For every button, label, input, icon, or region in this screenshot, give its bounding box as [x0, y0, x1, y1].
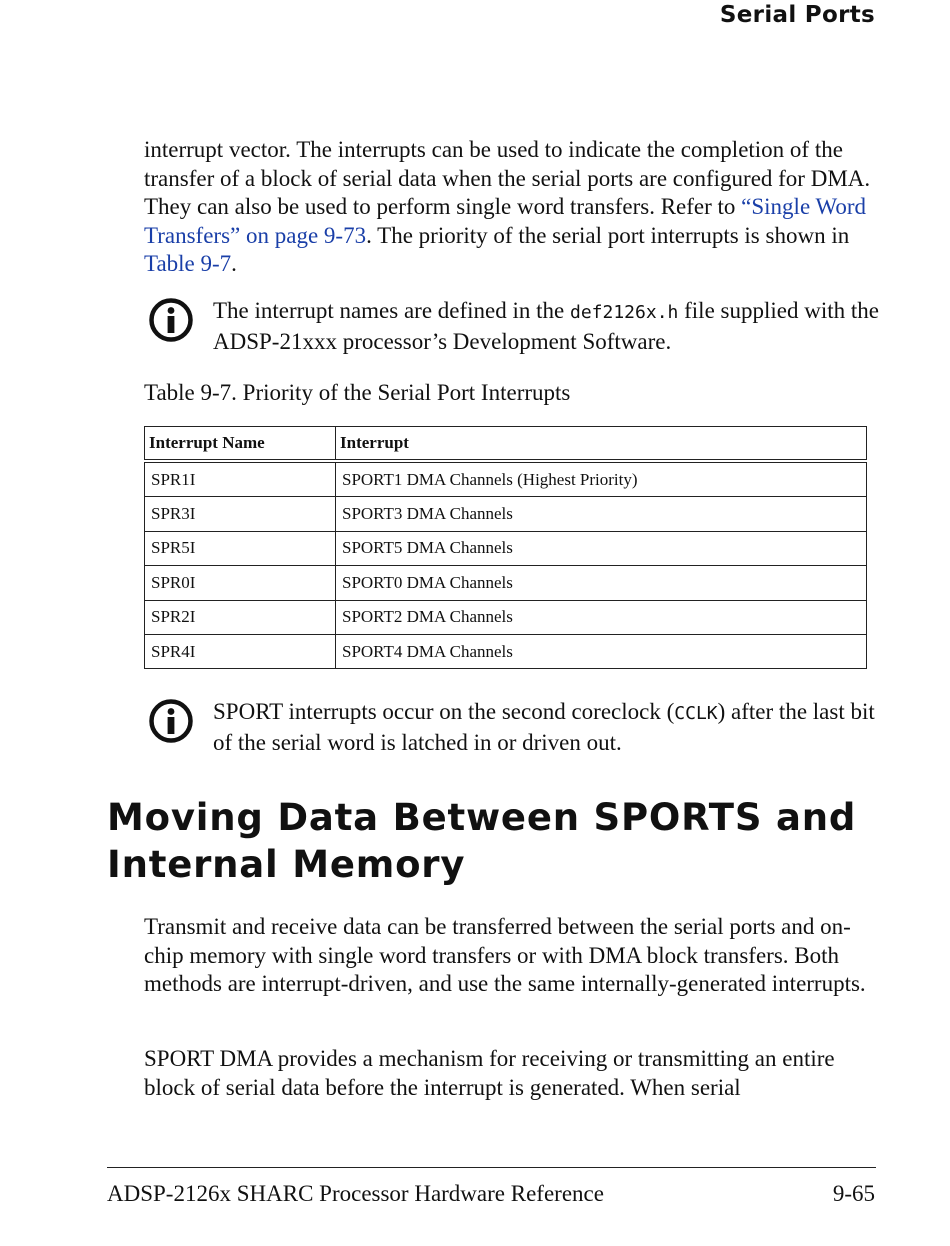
- table-row: [145, 531, 867, 565]
- interrupt-name-cell: SPR0I: [145, 566, 336, 600]
- info-icon: [149, 298, 193, 342]
- section-paragraph-1: Transmit and receive data can be transferred between the serial ports and on-chip memory with single word transfers or with DMA block transfers. Both methods are interrupt-driven, and use the same internally-generated interrupts.: [144, 914, 866, 996]
- intro-text-2: . The priority of the serial port interrupts is shown in: [366, 222, 850, 248]
- table-row: [145, 461, 867, 497]
- header-interrupt: Interrupt: [336, 427, 867, 462]
- running-header: Serial Ports: [719, 2, 875, 28]
- note2-text-2: ) after the last bit of the serial word is latched in or driven out.: [213, 699, 875, 755]
- interrupt-name-cell: SPR5I: [145, 531, 336, 565]
- section-heading: Moving Data Between SPORTS and Internal Memory: [107, 796, 857, 886]
- note1-text-1: The interrupt names are defined in the: [213, 298, 570, 323]
- note-interrupt-names: [213, 297, 883, 356]
- section-paragraph-2: SPORT DMA provides a mechanism for receiving or transmitting an entire block of serial data before the interrupt is generated. When serial: [144, 1046, 835, 1100]
- table-header-row: [145, 427, 867, 462]
- table-caption: Table 9-7. Priority of the Serial Port Interrupts: [144, 380, 571, 405]
- info-icon: [149, 699, 193, 743]
- interrupt-desc-cell: SPORT3 DMA Channels: [336, 497, 867, 531]
- page-number: 9-65: [832, 1181, 875, 1206]
- interrupt-desc-cell: SPORT1 DMA Channels (Highest Priority): [336, 461, 867, 497]
- header-interrupt-name: Interrupt Name: [145, 427, 336, 462]
- note-sport-interrupt-timing: [213, 698, 883, 757]
- single-word-transfers-link[interactable]: “Single Word Transfers” on page 9-73: [144, 194, 867, 248]
- note2-text-1: SPORT interrupts occur on the second coreclock (: [213, 699, 675, 724]
- def2126x-filename: def2126x.h: [570, 302, 679, 323]
- intro-text-1: interrupt vector. The interrupts can be used to indicate the completion of the transfer of a block of serial data when the serial ports are configured for DMA. They can also be used to perform single word transfers. Refer to: [144, 137, 871, 219]
- intro-text-3: .: [231, 251, 237, 276]
- interrupt-desc-cell: SPORT4 DMA Channels: [336, 634, 867, 668]
- interrupt-desc-cell: SPORT5 DMA Channels: [336, 531, 867, 565]
- note1-text-2: file supplied with the ADSP-21xxx processor’s Development Software.: [213, 298, 879, 354]
- table-row: [145, 497, 867, 531]
- interrupt-desc-cell: SPORT0 DMA Channels: [336, 566, 867, 600]
- interrupt-name-cell: SPR2I: [145, 600, 336, 634]
- table-row: [145, 566, 867, 600]
- table-9-7-link[interactable]: Table 9-7: [144, 251, 232, 276]
- interrupt-name-cell: SPR3I: [145, 497, 336, 531]
- footer-divider: [107, 1167, 876, 1168]
- interrupt-name-cell: SPR4I: [145, 634, 336, 668]
- intro-paragraph: [144, 136, 884, 279]
- interrupt-priority-table: [144, 426, 867, 669]
- interrupt-name-cell: SPR1I: [145, 461, 336, 497]
- table-row: [145, 634, 867, 668]
- footer-book-title: ADSP-2126x SHARC Processor Hardware Reference: [107, 1181, 604, 1206]
- interrupt-desc-cell: SPORT2 DMA Channels: [336, 600, 867, 634]
- table-row: [145, 600, 867, 634]
- cclk-code: CCLK: [674, 703, 718, 724]
